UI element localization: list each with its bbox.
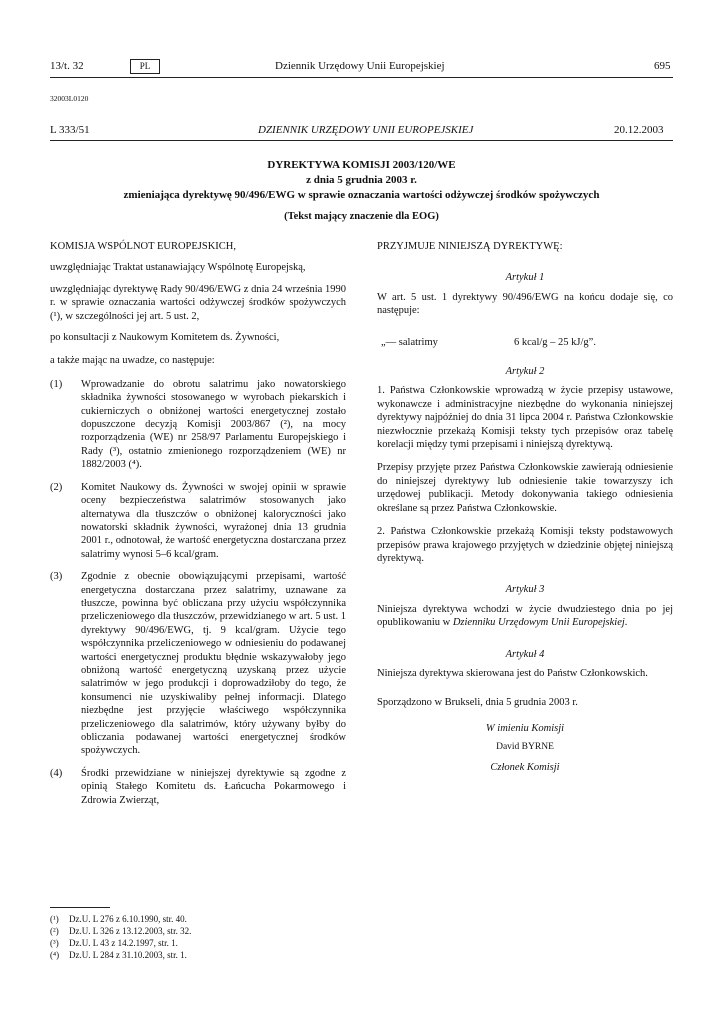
commission-heading: KOMISJA WSPÓLNOT EUROPEJSKICH, (50, 241, 237, 252)
footnote-text: Dz.U. L 326 z 13.12.2003, str. 32. (69, 926, 192, 936)
journal-reference: Dzienniku Urzędowym Unii Europejskiej (452, 617, 625, 629)
recital (50, 570, 346, 758)
recital-text: Środki przewidziane w niniejszej dyrektywie są zgodne z opinią Stałego Komitetu ds. Łańcucha Pokarmowego i Zdrowia Zwierząt, (81, 767, 346, 806)
recital-text: Wprowadzanie do obrotu salatrimu jako nowatorskiego składnika żywności stosowanego w wyrobach piekarskich i cukierniczych o obniżonej wartości energetycznej zostało dopuszczone decyzją Komisji 2003/867 (²), na mocy rozporządzenia (WE) nr 258/97 Parlamentu Europejskiego i Rady (³), ostatnio zmienionego rozporządzeniem (WE) nr 1882/2003 (⁴). (81, 378, 346, 471)
footnote (50, 937, 191, 949)
footnote (50, 925, 191, 937)
recital (50, 481, 346, 561)
signatory-name: David BYRNE (496, 742, 554, 753)
for-commission: W imieniu Komisji (485, 722, 565, 734)
right-column (377, 240, 673, 774)
footnote-mark: (⁴) (50, 950, 60, 960)
article-1-title: Artykuł 1 (505, 272, 545, 284)
adoption-heading: PRZYJMUJE NINIEJSZĄ DYREKTYWĘ: (377, 241, 563, 252)
citation-treaty: uwzględniając Traktat ustanawiający Wspólnotę Europejską, (50, 262, 306, 274)
recital (50, 767, 346, 807)
footnote-mark: (³) (50, 938, 59, 948)
article-4-title: Artykuł 4 (505, 648, 545, 660)
recital-number: (1) (50, 378, 63, 390)
article-2-para-3: 2. Państwa Członkowskie przekażą Komisji teksty podstawowych przepisów prawa krajowego przyjętych w dziedzinie objętej niniejszą dyrektywą. (377, 526, 673, 564)
page-volume: 13/t. 32 (50, 60, 84, 72)
citation-consultation: po konsultacji z Naukowym Komitetem ds. Żywności, (50, 332, 280, 344)
article-4-text: Niniejsza dyrektywa skierowana jest do Państw Członkowskich. (377, 667, 648, 679)
footnote-rule (50, 907, 110, 908)
whereas-intro: a także mając na uwadze, co następuje: (50, 355, 215, 367)
journal-name: Dziennik Urzędowy Unii Europejskiej (275, 60, 445, 72)
title-line-1: DYREKTYWA KOMISJI 2003/120/WE (267, 159, 456, 171)
article-2-title: Artykuł 2 (505, 366, 545, 378)
oj-rule (50, 140, 673, 141)
celex-number: 32003L0120 (50, 94, 89, 103)
recital-text: Zgodnie z obecnie obowiązującymi przepisami, wartość energetyczna dostarczana przez salatrimy, uznawane za tłuszcze, powinna być obliczana przy użyciu współczynnika przeliczeniowego dla tłuszczów, przewidzianego w art. 5 ust. 1 dyrektywy 90/496/EWG, tj. 9 kcal/gram. Użycie tego współczynnika przeliczeniowego w odniesieniu do podawanej wartości energetycznej produktu błędnie wskazywałoby jego obniżoną wartość energetyczną uzyskaną przez użycie salatrimów w jego produkcji i doprowadziłoby do tego, że konsumenci nie uzyskiwaliby pełnej informacji. Dlatego niezbędne jest przyjęcie właściwego współczynnika przeliczeniowego dla salatrimów, który używany byłby do obliczania podawanej wartości energetycznej środków spożywczych. (81, 571, 346, 757)
oj-title: DZIENNIK URZĘDOWY UNII EUROPEJSKIEJ (258, 124, 474, 136)
article-2-para-1: 1. Państwa Członkowskie wprowadzą w życie przepisy ustawowe, wykonawcze i administracyjne niezbędne do wykonania niniejszej dyrektywy najpóźniej do dnia 31 lipca 2004 r. Państwa Członkowskie niezwłocznie przekażą Komisji teksty tych przepisów oraz tabelę korelacji między tymi przepisami i niniejszą dyrektywą. (377, 385, 673, 451)
signatory-role: Członek Komisji (490, 761, 560, 773)
title-line-2: z dnia 5 grudnia 2003 r. (306, 174, 417, 186)
document-title (50, 158, 673, 224)
footnote-mark: (¹) (50, 914, 59, 924)
oj-date: 20.12.2003 (614, 124, 664, 136)
article-3-text-end: . (624, 617, 628, 629)
footnotes (50, 913, 191, 961)
recital-number: (4) (50, 767, 63, 779)
footnote-text: Dz.U. L 43 z 14.2.1997, str. 1. (69, 938, 178, 948)
definition-value: 6 kcal/g – 25 kJ/g”. (514, 336, 596, 348)
article-3-title: Artykuł 3 (505, 584, 545, 596)
recital-number: (2) (50, 481, 63, 493)
recital (50, 378, 346, 472)
footnote (50, 913, 191, 925)
done-at: Sporządzono w Brukseli, dnia 5 grudnia 2003 r. (377, 697, 578, 709)
recital-number: (3) (50, 571, 63, 583)
title-line-3: zmieniająca dyrektywę 90/496/EWG w sprawie oznaczania wartości odżywczej środków spożywczych (123, 189, 600, 201)
header-rule (50, 77, 673, 78)
definition-row (377, 336, 673, 349)
footnote-text: Dz.U. L 284 z 31.10.2003, str. 1. (69, 950, 187, 960)
title-eea-note: (Tekst mający znaczenie dla EOG) (284, 211, 439, 222)
article-1-text: W art. 5 ust. 1 dyrektywy 90/496/EWG na końcu dodaje się, co następuje: (377, 291, 673, 317)
article-3-text (377, 603, 673, 630)
footnote-mark: (²) (50, 926, 59, 936)
left-column (50, 240, 346, 816)
oj-reference: L 333/51 (50, 124, 90, 136)
article-2-para-2: Przepisy przyjęte przez Państwa Członkowskie zawierają odniesienie do niniejszej dyrektywy lub odniesienie takie towarzyszy ich urzędowej publikacji. Metody dokonywania takiego odniesienia określane są przez Państwa Członkowskie. (377, 462, 673, 514)
language-box: PL (130, 59, 160, 74)
definition-name: „— salatrimy (381, 336, 438, 348)
footnote (50, 949, 191, 961)
article-3-text-part: Niniejsza dyrektywa wchodzi w życie dwudziestego dnia po jej opublikowaniu w (377, 603, 673, 629)
footnote-text: Dz.U. L 276 z 6.10.1990, str. 40. (69, 914, 187, 924)
recital-text: Komitet Naukowy ds. Żywności w swojej opinii w sprawie oceny bezpieczeństwa salatrimów stosowanych jako alternatywa dla tłuszczów o obniżonej kaloryczności jako nowatorski składnik żywności, wyrażonej dnia 13 grudnia 2001 r., odnotował, że wartość energetyczna dostarczana przez salatrimy wynosi 5–6 kcal/gram. (81, 481, 346, 560)
page-number: 695 (654, 60, 671, 72)
citation-directive: uwzględniając dyrektywę Rady 90/496/EWG z dnia 24 września 1990 r. w sprawie oznaczania wartości odżywczej środków spożywczych (¹), w szczególności jej art. 5 ust. 2, (50, 283, 346, 322)
